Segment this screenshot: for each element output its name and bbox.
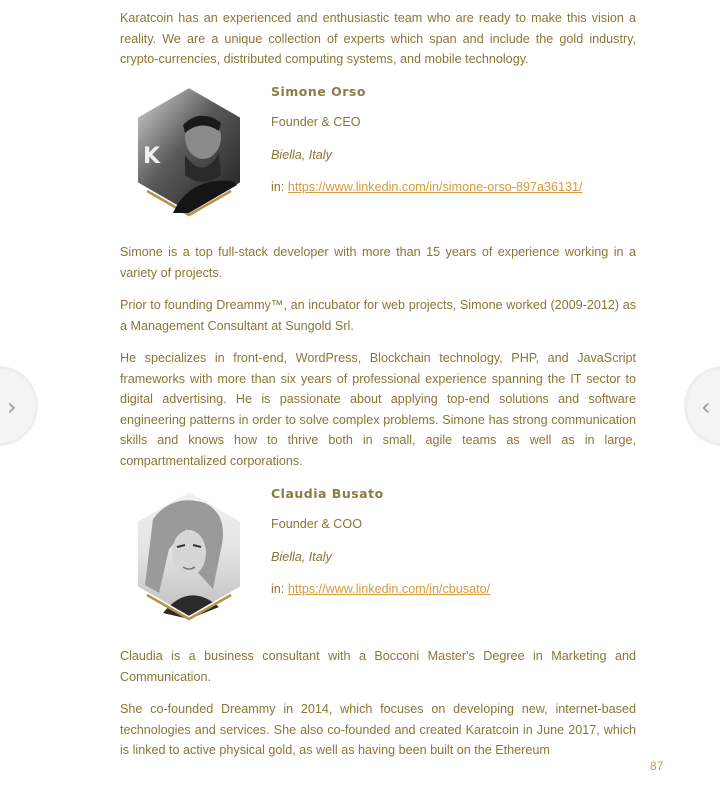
person-role: Founder & COO: [271, 517, 362, 531]
svg-text:K: K: [143, 144, 161, 169]
linkedin-prefix: in:: [271, 582, 288, 596]
next-page-button[interactable]: [684, 366, 720, 446]
linkedin-line: [271, 180, 583, 194]
bio-paragraph: She co-founded Dreammy in 2014, which focuses on developing new, internet-based technologies and services. She also co-founded and created Karatcoin in June 2017, which is linked to active physical gold, as well as having been built on the Ethereum: [120, 702, 636, 758]
intro-paragraph: Karatcoin has an experienced and enthusiastic team who are ready to make this vision a reality. We are a unique collection of experts which span and include the gold industry, crypto-currencies, distributed computing systems, and mobile technology.: [120, 11, 636, 67]
chevron-right-icon: ›: [7, 393, 17, 421]
person-name: Simone Orso: [271, 84, 366, 99]
linkedin-prefix: in:: [271, 180, 288, 194]
linkedin-link[interactable]: https://www.linkedin.com/in/simone-orso-897a36131/: [287, 180, 583, 194]
bio-paragraph: Simone is a top full-stack developer with more than 15 years of experience working in a variety of projects.: [120, 245, 636, 280]
person-name: Claudia Busato: [271, 486, 384, 501]
bio-paragraph: Prior to founding Dreammy™, an incubator for web projects, Simone worked (2009-2012) as a Management Consultant at Sungold Srl.: [120, 298, 636, 333]
chevron-left-icon: ‹: [701, 393, 711, 421]
person-role: Founder & CEO: [271, 115, 361, 129]
bio-paragraph: Claudia is a business consultant with a Bocconi Master's Degree in Marketing and Communication.: [120, 649, 636, 684]
linkedin-link[interactable]: https://www.linkedin.com/in/cbusato/: [287, 582, 491, 596]
bio-paragraph: He specializes in front-end, WordPress, Blockchain technology, PHP, and JavaScript frameworks with more than six years of professional experience spanning the IT sector to digital advertising. He is passionate about applying top-end solutions and software engineering patterns in order to solve complex problems. Simone has strong communication skills and knows how to thrive both in small, agile teams as well as in large, compartmentalized corporations.: [120, 351, 636, 468]
person-location: Biella, Italy: [271, 550, 332, 564]
prev-page-button[interactable]: [0, 366, 38, 446]
person-location: Biella, Italy: [271, 148, 332, 162]
page-number: 87: [650, 759, 664, 773]
simone-photo: [133, 85, 245, 217]
claudia-photo: [133, 489, 245, 621]
linkedin-line: [271, 582, 490, 596]
